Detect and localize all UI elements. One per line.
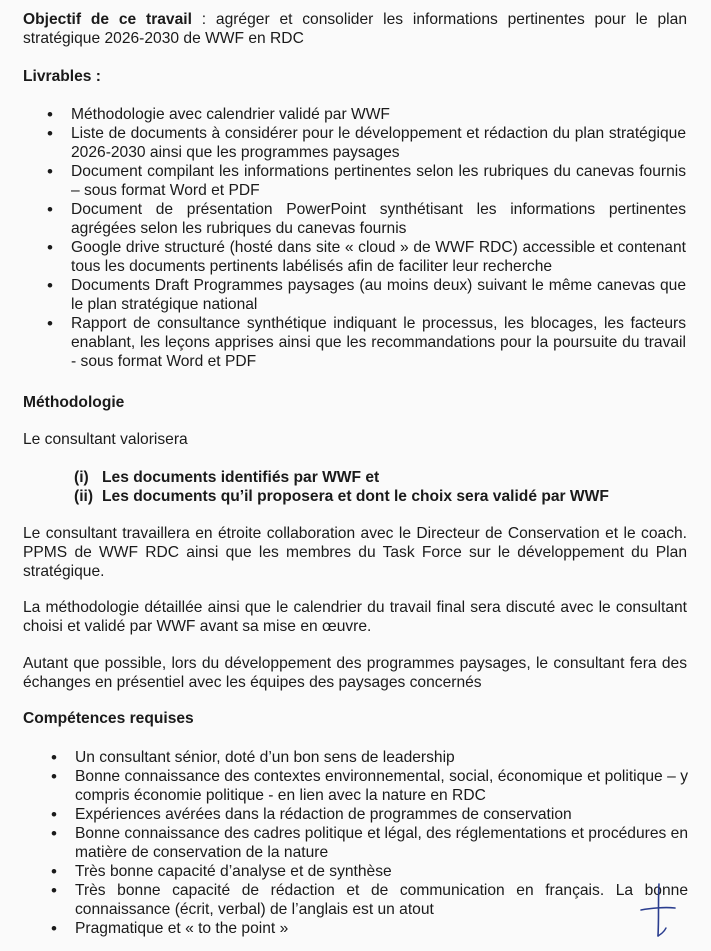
skill-item: • Bonne connaissance des cadres politique et légal, des réglementations et procédures en matière de conservation de la nature: [28, 824, 688, 862]
skill-item: • Un consultant sénior, doté d’un bon sens de leadership: [28, 748, 688, 767]
objective-text: : agréger et consolider les informations pertinentes pour le plan stratégique 2026-2030 de WWF en RDC: [23, 11, 687, 47]
deliverables-heading: Livrables :: [23, 68, 101, 85]
methodology-paragraph: La méthodologie détaillée ainsi que le calendrier du travail final sera discuté avec le consultant choisi et validé par WWF avant sa mise en œuvre.: [23, 599, 687, 635]
methodology-intro: Le consultant valorisera: [23, 431, 188, 448]
methodology-numbered-list: [74, 468, 609, 506]
methodology-paragraph: Autant que possible, lors du développement des programmes paysages, le consultant fera des échanges en présentiel avec les équipes des paysages concernés: [23, 655, 687, 691]
objective-paragraph: [23, 10, 687, 48]
skill-item: • Expériences avérées dans la rédaction de programmes de conservation: [28, 805, 688, 824]
objective-label: Objectif de ce travail: [23, 11, 192, 28]
numbered-item: (i) Les documents identifiés par WWF et: [74, 469, 380, 486]
skill-item: • Très bonne capacité de rédaction et de communication en français. La bonne connaissance (écrit, verbal) de l’anglais est un atout: [28, 881, 688, 919]
skill-item: • Pragmatique et « to the point »: [28, 919, 688, 938]
handwritten-initial-signature: [637, 880, 677, 940]
deliverable-item: • Google drive structuré (hosté dans site « cloud » de WWF RDC) accessible et contenant tous les documents pertinents labélisés afin de faciliter leur recherche: [24, 238, 686, 276]
methodology-paragraph: Le consultant travaillera en étroite collaboration avec le Directeur de Conservation et le coach. PPMS de WWF RDC ainsi que les membres du Task Force sur le développement du Plan stratégique.: [23, 525, 687, 580]
methodology-heading: Méthodologie: [23, 394, 125, 411]
skill-item: • Très bonne capacité d’analyse et de synthèse: [28, 862, 688, 881]
deliverable-item: • Liste de documents à considérer pour le développement et rédaction du plan stratégique 2026-2030 ainsi que les programmes paysages: [24, 124, 686, 162]
skills-heading: Compétences requises: [23, 710, 194, 727]
skill-item: • Bonne connaissance des contextes environnemental, social, économique et politique – y compris économie politique - en lien avec la nature en RDC: [28, 767, 688, 805]
deliverable-item: • Document de présentation PowerPoint synthétisant les informations pertinentes agrégées selon les rubriques du canevas fournis: [24, 200, 686, 238]
deliverable-item: • Méthodologie avec calendrier validé par WWF: [24, 105, 686, 124]
deliverable-item: • Document compilant les informations pertinentes selon les rubriques du canevas fournis – sous format Word et PDF: [24, 162, 686, 200]
skills-list: [28, 748, 688, 938]
numbered-item: (ii) Les documents qu’il proposera et dont le choix sera validé par WWF: [74, 488, 609, 505]
deliverables-list: [24, 105, 686, 371]
deliverable-item: • Documents Draft Programmes paysages (au moins deux) suivant le même canevas que le plan stratégique national: [24, 276, 686, 314]
deliverable-item: • Rapport de consultance synthétique indiquant le processus, les blocages, les facteurs enablant, les leçons apprises ainsi que les recommandations pour la poursuite du travail - sous format Word et PDF: [24, 314, 686, 371]
